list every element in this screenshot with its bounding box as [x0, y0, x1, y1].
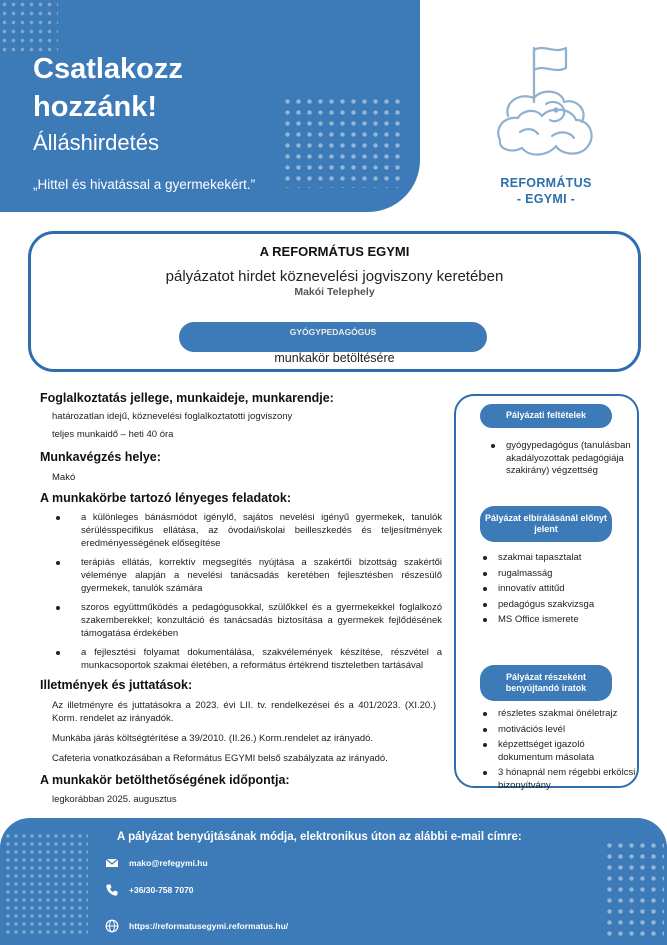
logo-text: [476, 175, 616, 207]
decorative-dots: [0, 0, 58, 52]
position-badge: GYÓGYPEDAGÓGUS: [179, 322, 487, 352]
pay-heading: Illetmények és juttatások:: [40, 678, 193, 692]
list-item: pedagógus szakvizsga: [498, 599, 633, 612]
employment-heading: Foglalkoztatás jellege, munkaideje, munkarendje:: [40, 391, 334, 405]
list-item: innovatív attitűd: [498, 583, 633, 596]
employment-line: határozatlan idejű, köznevelési foglalkoztatotti jogviszony: [52, 411, 293, 422]
start-heading: A munkakör betölthetőségének időpontja:: [40, 773, 290, 787]
contact-footer: [0, 818, 667, 945]
list-item: gyógypedagógus (tanulásban akadályozottak pedagógiája szakirány) végzettség: [506, 440, 634, 478]
logo-line-2: - EGYMI -: [516, 192, 576, 206]
flag-lamb-logo: [490, 40, 602, 170]
conditions-title: Pályázati feltételek: [480, 404, 612, 428]
web-contact[interactable]: [105, 919, 288, 933]
email-link[interactable]: mako@refegymi.hu: [129, 858, 208, 868]
motto: „Hittel és hivatással a gyermekekért.”: [33, 177, 256, 192]
documents-title: Pályázat részeként benyújtandó iratok: [480, 665, 612, 701]
decorative-dots: [4, 832, 88, 938]
requirements-panel: [454, 394, 639, 791]
pay-line: Az illetményre és juttatásokra a 2023. évi LII. tv. rendelkezései és a 401/2023. (XI.20.) Korm. rendelet az irányadók.: [52, 700, 436, 724]
list-item: a fejlesztési folyamat dokumentálása, szakvélemények készítése, részvétel a munkacsoportok szakmai életében, a református értékrend tiszteletben tartásával: [70, 646, 442, 672]
list-item: szoros együttműködés a pedagógusokkal, szülőkkel és a gyermekekkel foglalkozó szakemberekkel; konzultáció és tanácsadás biztosítása a gyermekek fejlődésének támogatása érdekében: [70, 601, 442, 640]
decorative-dots: [282, 96, 400, 188]
list-item: terápiás ellátás, korrektív megsegítés nyújtása a szakértői bizottság szakértői véleménye alapján a nevelési tanácsadás keretében fejlesztésben részesülő gyermekek, tanulók számára: [70, 556, 442, 595]
globe-icon: [105, 919, 119, 933]
page-title: [33, 50, 183, 126]
advantages-title: Pályázat elbírálásánál előnyt jelent: [480, 506, 612, 542]
pay-line: Cafeteria vonatkozásában a Református EGYMI belső szabályzata az irányadó.: [52, 753, 388, 764]
announcement-box: [28, 231, 641, 372]
documents-list: [498, 708, 636, 795]
logo-line-1: REFORMÁTUS: [500, 176, 592, 190]
organization-name: A REFORMÁTUS EGYMI: [259, 244, 410, 259]
list-item: szakmai tapasztalat: [498, 552, 633, 565]
phone-contact[interactable]: [105, 883, 194, 897]
main-content: [40, 385, 442, 806]
location-value: Makó: [52, 472, 76, 483]
start-value: legkorábban 2025. augusztus: [52, 794, 177, 805]
site-name: Makói Telephely: [294, 286, 375, 298]
email-contact[interactable]: [105, 856, 208, 870]
list-item: 3 hónapnál nem régebbi erkölcsi bizonyítvány: [498, 767, 636, 791]
decorative-dots: [604, 840, 664, 940]
title-line-2: hozzánk!: [33, 91, 158, 123]
title-line-1: Csatlakozz: [33, 53, 183, 85]
list-item: MS Office ismerete: [498, 614, 633, 627]
phone-icon: [105, 883, 119, 897]
advantages-list: [498, 552, 633, 630]
list-item: a különleges bánásmódot igénylő, sajátos nevelési igényű gyermekek, tanulók sérülésspecifikus ellátása, az óvodai/iskolai beilleszkedés és teljesítmények eredményességének elősegítése: [70, 511, 442, 550]
pay-line: Munkába járás költségtérítése a 39/2010. (II.26.) Korm.rendelet az irányadó.: [52, 733, 374, 744]
phone-number[interactable]: +36/30-758 7070: [129, 885, 194, 895]
tasks-heading: A munkakörbe tartozó lényeges feladatok:: [40, 491, 291, 505]
list-item: részletes szakmai önéletrajz: [498, 708, 636, 721]
employment-line: teljes munkaidő – heti 40 óra: [52, 429, 174, 440]
list-item: képzettséget igazoló dokumentum másolata: [498, 739, 636, 764]
announcement-fill-text: munkakör betöltésére: [274, 351, 395, 365]
envelope-icon: [105, 856, 119, 870]
conditions-list: [506, 440, 634, 481]
page-subtitle: Álláshirdetés: [33, 130, 159, 155]
location-heading: Munkavégzés helye:: [40, 450, 161, 464]
footer-title: A pályázat benyújtásának módja, elektronikus úton az alábbi e-mail címre:: [117, 831, 522, 843]
announcement-lead: pályázatot hirdet köznevelési jogviszony keretében: [165, 268, 504, 285]
list-item: motivációs levél: [498, 724, 636, 737]
website-link[interactable]: https://reformatusegymi.reformatus.hu/: [129, 921, 289, 931]
header-banner: [0, 0, 420, 212]
list-item: rugalmasság: [498, 568, 633, 581]
tasks-list: [70, 511, 442, 672]
